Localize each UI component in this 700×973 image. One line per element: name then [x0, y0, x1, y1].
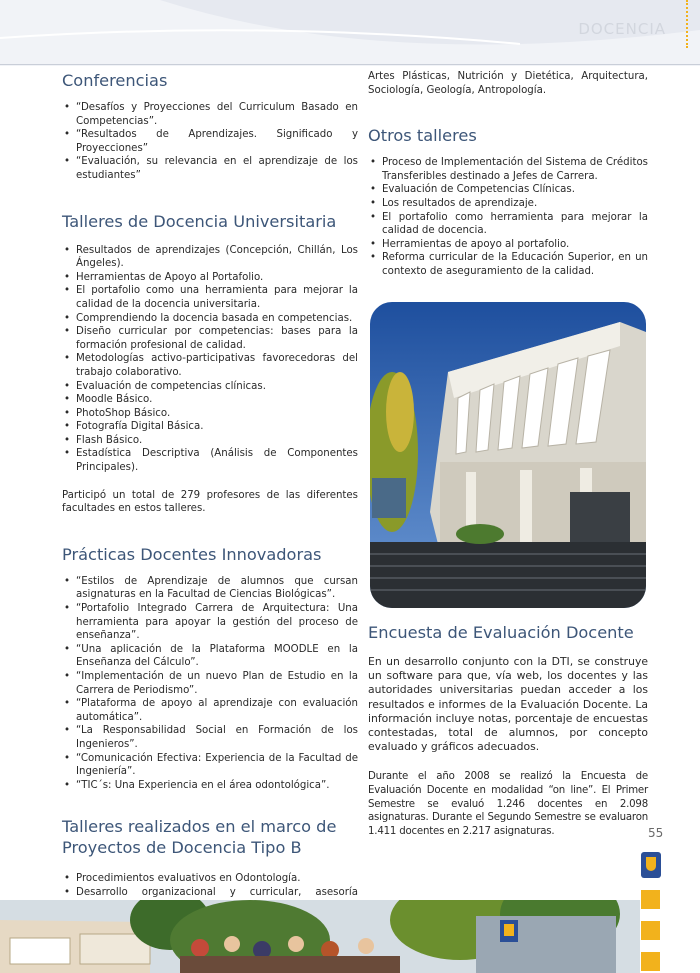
- page-number: 55: [648, 826, 664, 840]
- yellow-square: [641, 921, 660, 940]
- header-rule: [0, 64, 700, 65]
- list-item: • Reforma curricular de la Educación Superior, en un contexto de aseguramiento de la calidad.: [368, 251, 648, 278]
- list-item: • Los resultados de aprendizaje.: [368, 197, 648, 211]
- list-item: • “Plataforma de apoyo al aprendizaje con evaluación automática”.: [62, 697, 358, 724]
- right-column: [368, 70, 648, 279]
- yellow-square: [641, 952, 660, 971]
- building-photo: [370, 302, 646, 608]
- list-item: • Fotografía Digital Básica.: [62, 420, 358, 434]
- section-title: DOCENCIA: [578, 20, 666, 38]
- list-item: • “La Responsabilidad Social en Formación de los Ingenieros”.: [62, 724, 358, 751]
- encuesta-paragraph-2: Durante el año 2008 se realizó la Encuesta de Evaluación Docente en modalidad “on line”. El Primer Semestre se evaluó 1.246 docentes en 2.098 asignaturas. Durante el Segundo Semestre se evaluaron 1.411 docentes en 2.217 asignaturas.: [368, 771, 648, 837]
- heading-otros-talleres: Otros talleres: [368, 126, 477, 146]
- list-item: • Herramientas de Apoyo al Portafolio.: [62, 271, 358, 285]
- encuesta-section: [368, 622, 648, 838]
- list-item: • Flash Básico.: [62, 434, 358, 448]
- list-item: • Procedimientos evaluativos en Odontología.: [62, 872, 358, 886]
- yellow-square: [641, 890, 660, 909]
- talleres-note: Participó un total de 279 profesores de las diferentes facultades en estos talleres.: [62, 489, 358, 515]
- list-item: • Resultados de aprendizajes (Concepción, Chillán, Los Ángeles).: [62, 244, 358, 271]
- list-otros-talleres: [368, 156, 648, 278]
- heading-proyectos: [62, 816, 358, 858]
- list-item: • Desarrollo organizacional y curricular, asesoría: [62, 886, 358, 927]
- heading-practicas: Prácticas Docentes Innovadoras: [62, 544, 322, 564]
- heading-proyectos-line2: Proyectos de Docencia Tipo B: [62, 838, 302, 858]
- continuation-text: Artes Plásticas, Nutrición y Dietética, Arquitectura, Sociología, Geología, Antropología.: [368, 71, 648, 96]
- list-item: • Proceso de Implementación del Sistema de Créditos Transferibles destinado a Jefes de Carrera.: [368, 156, 648, 183]
- bottom-photo-strip: [0, 900, 640, 973]
- list-item: • Estadística Descriptiva (Análisis de Componentes Principales).: [62, 447, 358, 474]
- list-item: • “Desafíos y Proyecciones del Curriculum Basado en Competencias”.: [62, 101, 358, 128]
- heading-encuesta: Encuesta de Evaluación Docente: [368, 623, 634, 642]
- list-item: • PhotoShop Básico.: [62, 407, 358, 421]
- list-item: • “Una aplicación de la Plataforma MOODLE en la Enseñanza del Cálculo”.: [62, 643, 358, 670]
- list-item: • Evaluación de competencias clínicas.: [62, 380, 358, 394]
- heading-talleres: Talleres de Docencia Universitaria: [62, 211, 337, 231]
- list-item: • Herramientas de apoyo al portafolio.: [368, 238, 648, 252]
- list-item: • “TIC´s: Una Experiencia en el área odontológica”.: [62, 779, 358, 793]
- list-item: • El portafolio como herramienta para mejorar la calidad de docencia.: [368, 211, 648, 238]
- list-item: • Evaluación de Competencias Clínicas.: [368, 183, 648, 197]
- heading-conferencias: Conferencias: [62, 71, 168, 90]
- left-column: [62, 70, 358, 927]
- list-practicas: [62, 575, 358, 793]
- university-shield-icon: [641, 852, 661, 878]
- list-item: • “Implementación de un nuevo Plan de Estudio en la Carrera de Periodismo”.: [62, 670, 358, 697]
- list-item: • Moodle Básico.: [62, 393, 358, 407]
- list-item: • Diseño curricular por competencias: bases para la formación profesional de calidad.: [62, 325, 358, 352]
- list-item: • “Comunicación Efectiva: Experiencia de la Facultad de Ingeniería”.: [62, 752, 358, 779]
- page-header: [0, 0, 700, 66]
- encuesta-paragraph-1: En un desarrollo conjunto con la DTI, se construye un software para que, vía web, los docentes y las autoridades universitarias puedan acceder a los resultados e informes de la Evaluación Docente. La información incluye notas, porcentaje de encuestas contestadas, total de alumnos, por concepto evaluado y gráficos adecuados.: [368, 655, 648, 754]
- list-item: • Comprendiendo la docencia basada en competencias.: [62, 312, 358, 326]
- list-item: • “Resultados de Aprendizajes. Significado y Proyecciones”: [62, 128, 358, 155]
- heading-proyectos-line1: Talleres realizados en el marco de: [62, 817, 337, 837]
- list-conferencias: [62, 101, 358, 183]
- list-item: • “Estilos de Aprendizaje de alumnos que cursan asignaturas en la Facultad de Ciencias Biológicas”.: [62, 575, 358, 602]
- list-item: • “Evaluación, su relevancia en el aprendizaje de los estudiantes”: [62, 155, 358, 182]
- list-item: • “Portafolio Integrado Carrera de Arquitectura: Una herramienta para apoyar la gestión del proceso de enseñanza”.: [62, 602, 358, 643]
- header-dotted-line: [686, 0, 688, 48]
- list-talleres: [62, 244, 358, 475]
- list-item: • Metodologías activo-participativas favorecedoras del trabajo colaborativo.: [62, 352, 358, 379]
- list-item: • El portafolio como una herramienta para mejorar la calidad de la docencia universitaria.: [62, 284, 358, 311]
- side-badges: [641, 852, 661, 971]
